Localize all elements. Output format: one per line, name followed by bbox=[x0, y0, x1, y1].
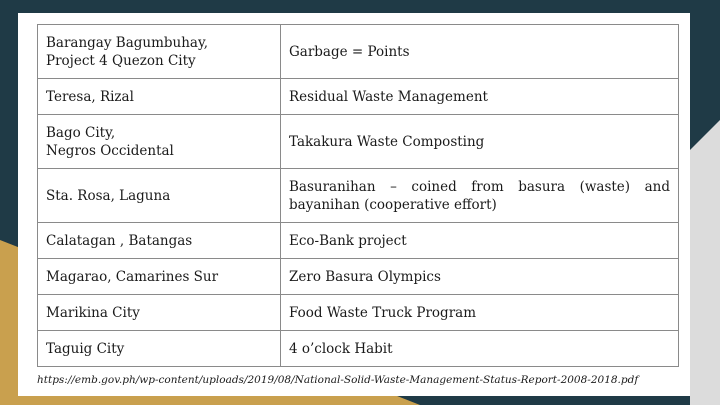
cell-text: Barangay Bagumbuhay, Project 4 Quezon City bbox=[46, 34, 209, 69]
cell-text: Teresa, Rizal bbox=[46, 88, 134, 105]
table-row bbox=[38, 331, 679, 367]
cell-text: Basuranihan – coined from basura (waste) and bayanihan (cooperative effort) bbox=[289, 178, 670, 213]
table-cell-program bbox=[281, 259, 679, 295]
cell-text: Marikina City bbox=[46, 304, 140, 321]
cell-text: Residual Waste Management bbox=[289, 88, 488, 105]
table-row bbox=[38, 169, 679, 223]
table-cell-location bbox=[38, 295, 281, 331]
table-cell-program bbox=[281, 79, 679, 115]
table-cell-program bbox=[281, 115, 679, 169]
table-row bbox=[38, 259, 679, 295]
table-cell-location bbox=[38, 25, 281, 79]
table-cell-program bbox=[281, 25, 679, 79]
table-cell-location bbox=[38, 223, 281, 259]
table-cell-location bbox=[38, 259, 281, 295]
cell-text: Garbage = Points bbox=[289, 43, 410, 60]
table-cell-location bbox=[38, 331, 281, 367]
cell-text: Bago City, Negros Occidental bbox=[46, 124, 174, 159]
table-row bbox=[38, 25, 679, 79]
table-cell-location bbox=[38, 79, 281, 115]
cell-text: Zero Basura Olympics bbox=[289, 268, 441, 285]
slide-panel bbox=[18, 13, 690, 396]
table-cell-program bbox=[281, 169, 679, 223]
cell-text: Food Waste Truck Program bbox=[289, 304, 476, 321]
table-cell-program bbox=[281, 295, 679, 331]
cell-text: Sta. Rosa, Laguna bbox=[46, 187, 171, 204]
table-row bbox=[38, 295, 679, 331]
table-row bbox=[38, 115, 679, 169]
table-cell-program bbox=[281, 223, 679, 259]
table-row bbox=[38, 79, 679, 115]
cell-text: Eco-Bank project bbox=[289, 232, 407, 249]
source-citation-link[interactable]: https://emb.gov.ph/wp-content/uploads/2019/08/National-Solid-Waste-Management-Status-Report-2008-2018.pdf bbox=[37, 374, 639, 386]
table-cell-location bbox=[38, 169, 281, 223]
cell-text: 4 o’clock Habit bbox=[289, 340, 393, 357]
table-cell-program bbox=[281, 331, 679, 367]
cell-text: Takakura Waste Composting bbox=[289, 133, 485, 150]
cell-text: Magarao, Camarines Sur bbox=[46, 268, 219, 285]
table-cell-location bbox=[38, 115, 281, 169]
cell-text: Calatagan , Batangas bbox=[46, 232, 193, 249]
programs-table bbox=[37, 24, 679, 367]
cell-text: Taguig City bbox=[46, 340, 125, 357]
table-row bbox=[38, 223, 679, 259]
